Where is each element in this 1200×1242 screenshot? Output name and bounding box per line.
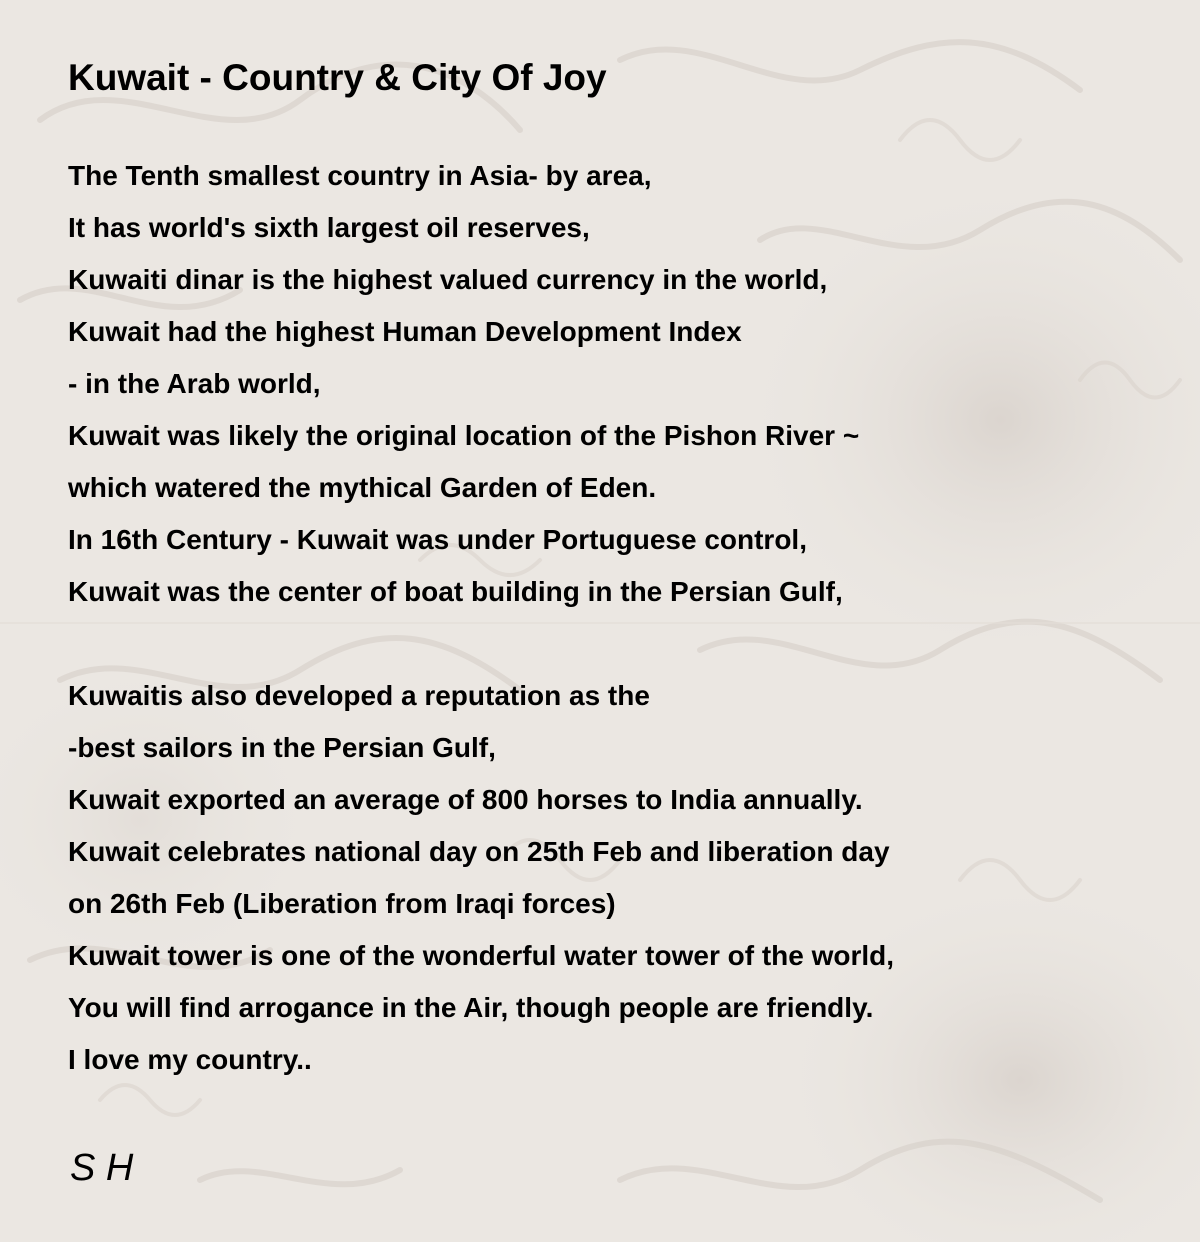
poem-line: The Tenth smallest country in Asia- by area, (68, 160, 652, 191)
poem-author: S H (70, 1147, 134, 1189)
poem-line: Kuwaiti dinar is the highest valued currency in the world, (68, 264, 828, 295)
poem-line: on 26th Feb (Liberation from Iraqi forces) (68, 888, 616, 919)
poem-line: Kuwait was likely the original location of the Pishon River ~ (68, 420, 860, 451)
poem-line: -best sailors in the Persian Gulf, (68, 732, 496, 763)
poem-line: - in the Arab world, (68, 368, 321, 399)
poem-line: You will find arrogance in the Air, though people are friendly. (68, 992, 874, 1023)
poem-title: Kuwait - Country & City Of Joy (68, 57, 607, 98)
poem-line: Kuwait celebrates national day on 25th Feb and liberation day (68, 836, 890, 867)
poem-line: Kuwait tower is one of the wonderful water tower of the world, (68, 940, 895, 971)
poem-line: which watered the mythical Garden of Eden. (68, 472, 657, 503)
poem-line: It has world's sixth largest oil reserves, (68, 212, 590, 243)
poem-line: In 16th Century - Kuwait was under Portuguese control, (68, 524, 807, 555)
poem-line: I love my country.. (68, 1044, 312, 1075)
poem-line: Kuwait was the center of boat building in the Persian Gulf, (68, 576, 843, 607)
poem-line: Kuwait exported an average of 800 horses to India annually. (68, 784, 863, 815)
poem-line: Kuwaitis also developed a reputation as the (68, 680, 650, 711)
poem-stanza (68, 670, 894, 1086)
poem-line: Kuwait had the highest Human Development Index (68, 316, 742, 347)
poem-stanza (68, 150, 859, 618)
